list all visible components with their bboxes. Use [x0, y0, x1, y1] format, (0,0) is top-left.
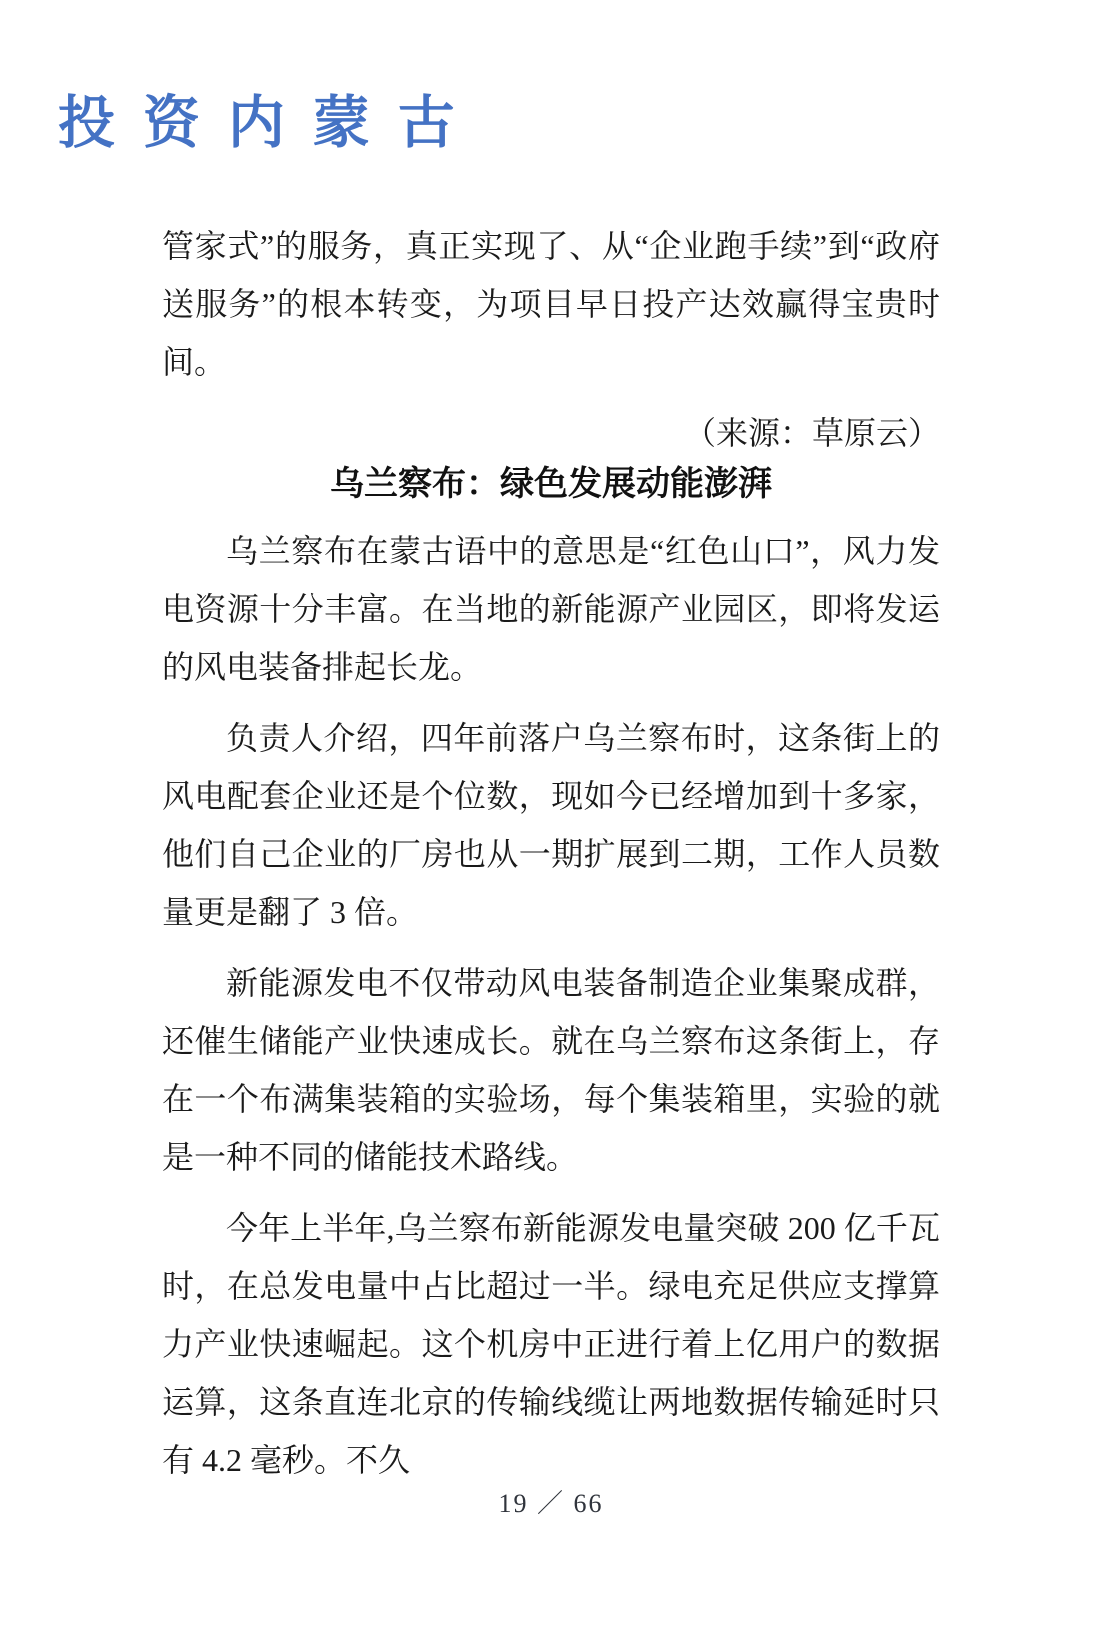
body-paragraph: 今年上半年,乌兰察布新能源发电量突破 200 亿千瓦时，在总发电量中占比超过一半。绿电充足供应支撑算力产业快速崛起。这个机房中正进行着上亿用户的数据运算，这条直连北京的传输线缆让两地数据传输延时只有 4.2 毫秒。不久: [162, 1210, 940, 1478]
body-paragraph: 乌兰察布在蒙古语中的意思是“红色山口”，风力发电资源十分丰富。在当地的新能源产业园区，即将发运的风电装备排起长龙。: [162, 533, 940, 685]
page-number: 19 ／ 66: [498, 1489, 604, 1518]
document-page: [0, 90, 1102, 1649]
body-paragraph: 负责人介绍，四年前落户乌兰察布时，这条街上的风电配套企业还是个位数，现如今已经增加到十多家，他们自己企业的厂房也从一期扩展到二期，工作人员数量更是翻了 3 倍。: [162, 720, 940, 930]
body-paragraph: 新能源发电不仅带动风电装备制造企业集聚成群，还催生储能产业快速成长。就在乌兰察布这条街上，存在一个布满集装箱的实验场，每个集装箱里，实验的就是一种不同的储能技术路线。: [162, 965, 940, 1175]
section-heading: 乌兰察布：绿色发展动能澎湃: [330, 465, 772, 503]
masthead-title: 投 资 内 蒙 古: [58, 92, 462, 155]
continuation-paragraph: 管家式”的服务，真正实现了、从“企业跑手续”到“政府送服务”的根本转变，为项目早日投产达效赢得宝贵时间。: [162, 228, 940, 380]
source-attribution: （来源：草原云）: [683, 415, 940, 451]
article-body: [162, 217, 940, 1489]
